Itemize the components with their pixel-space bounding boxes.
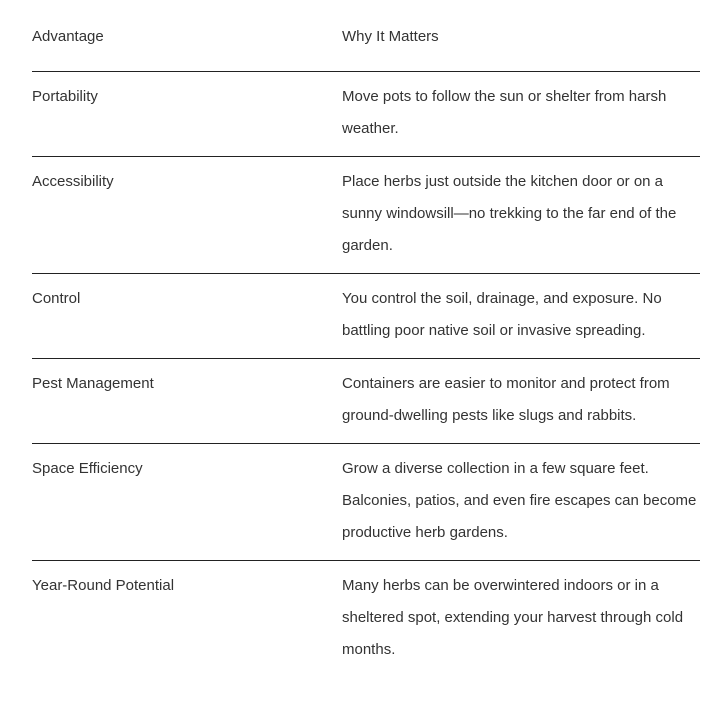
advantages-table xyxy=(32,21,700,677)
advantage-cell: Control xyxy=(32,290,81,307)
advantage-cell: Accessibility xyxy=(32,173,114,190)
table-row xyxy=(32,72,700,157)
table-row xyxy=(32,359,700,444)
table-row xyxy=(32,274,700,359)
why-cell: Grow a diverse collection in a few square feet. Balconies, patios, and even fire escapes can become productive herb gardens. xyxy=(342,460,697,541)
table-row xyxy=(32,444,700,561)
why-cell: Containers are easier to monitor and protect from ground-dwelling pests like slugs and rabbits. xyxy=(342,375,670,424)
why-cell: You control the soil, drainage, and exposure. No battling poor native soil or invasive spreading. xyxy=(342,290,662,339)
table-header-row xyxy=(32,21,700,72)
advantage-cell: Portability xyxy=(32,88,98,105)
advantage-cell: Year-Round Potential xyxy=(32,577,175,594)
advantage-cell: Pest Management xyxy=(32,375,154,392)
table-row xyxy=(32,157,700,274)
why-cell: Many herbs can be overwintered indoors or in a sheltered spot, extending your harvest through cold months. xyxy=(342,577,684,658)
header-advantage: Advantage xyxy=(32,28,104,45)
advantages-table-container xyxy=(32,21,700,677)
why-cell: Place herbs just outside the kitchen door or on a sunny windowsill—no trekking to the far end of the garden. xyxy=(342,173,677,254)
table-row xyxy=(32,561,700,678)
why-cell: Move pots to follow the sun or shelter from harsh weather. xyxy=(342,88,667,137)
header-why-it-matters: Why It Matters xyxy=(342,28,439,45)
advantage-cell: Space Efficiency xyxy=(32,460,143,477)
